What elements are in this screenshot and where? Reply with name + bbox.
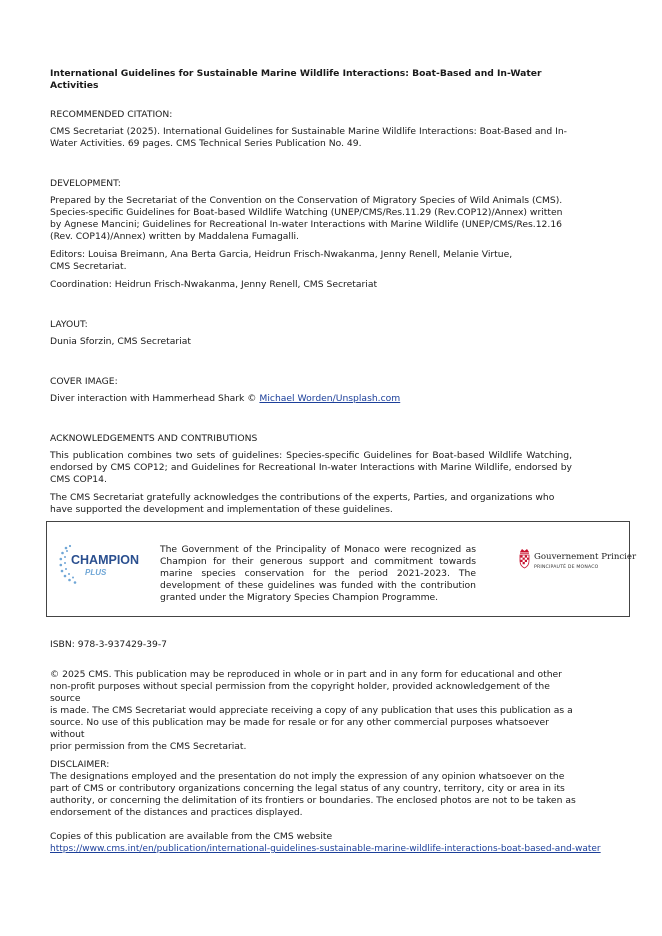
cover-image-text: [50, 393, 572, 405]
acknowledgements-para-1: This publication combines two sets of guidelines: Species-specific Guidelines for Boat-based Wildlife Watching, endorsed by CMS COP12; and Guidelines for Recreational In-water Interactions with Marine Wildlife, endorsed by CMS COP14.: [50, 450, 572, 485]
monaco-gov-sub: PRINCIPAUTÉ DE MONACO: [534, 565, 599, 570]
champion-logo-sub: PLUS: [85, 568, 107, 577]
disclaimer-line-4: endorsement of the distances and practices displayed.: [50, 807, 303, 818]
champion-text: The Government of the Principality of Monaco were recognized as Champion for their generous support and commitment towards marine species conservation for the period 2021-2023. The development of these guidelines was funded with the contribution granted under the Migratory Species Champion Programme.: [160, 544, 476, 603]
copyright-line-1: © 2025 CMS. This publication may be reproduced in whole or in part and in any form for educational and other: [50, 669, 562, 680]
development-prepared: Prepared by the Secretariat of the Convention on the Conservation of Migratory Species of Wild Animals (CMS). Species-specific Guidelines for Boat-based Wildlife Watching (UNEP/CMS/Res.11.29 (Rev.COP12)/Annex) written by Agnese Mancini; Guidelines for Recreational In-water Interactions with Marine Wildlife (UNEP/CMS/Res.12.16 (Rev. COP14)/Annex) written by Maddalena Fumagalli.: [50, 195, 563, 242]
copyright-notice: [50, 669, 580, 753]
copyright-line-5: prior permission from the CMS Secretariat.: [50, 741, 247, 752]
copies-text: Copies of this publication are available from the CMS website: [50, 831, 333, 842]
layout-text: Dunia Sforzin, CMS Secretariat: [50, 336, 191, 347]
copyright-line-4: source. No use of this publication may be made for resale or for any other commercial purposes whatsoever without: [50, 717, 549, 740]
monaco-crest-icon: [518, 547, 531, 569]
document-body: [50, 68, 572, 522]
citation-text: CMS Secretariat (2025). International Guidelines for Sustainable Marine Wildlife Interactions: Boat-Based and In-Water Activities. 69 pages. CMS Technical Series Publication No. 49.: [50, 126, 567, 149]
monaco-government-logo: [518, 547, 637, 573]
acknowledgements-label: ACKNOWLEDGEMENTS AND CONTRIBUTIONS: [50, 433, 258, 444]
development-label: DEVELOPMENT:: [50, 178, 121, 189]
development-coordination: Coordination: Heidrun Frisch-Nwakanma, Jenny Renell, CMS Secretariat: [50, 279, 378, 290]
cover-image-credit-link[interactable]: Michael Worden/Unsplash.com: [259, 393, 401, 404]
disclaimer-line-2: part of CMS or contributory organizations concerning the legal status of any country, territory, city or area in its: [50, 783, 565, 794]
cms-publication-link[interactable]: https://www.cms.int/en/publication/international-guidelines-sustainable-marine-wildlife-interactions-boat-based-and-water: [50, 844, 601, 854]
cover-image-prefix: Diver interaction with Hammerhead Shark ©: [50, 393, 260, 404]
acknowledgements-para-2: The CMS Secretariat gratefully acknowledges the contributions of the experts, Parties, and organizations who have supported the development and implementation of these guidelines.: [50, 492, 555, 515]
editors-line-2: CMS Secretariat.: [50, 261, 127, 272]
champion-plus-logo: [59, 544, 149, 588]
monaco-gov-name: Gouvernement Princier: [534, 552, 637, 562]
document-footer-section: [50, 639, 601, 855]
disclaimer-label: DISCLAIMER:: [50, 759, 110, 770]
disclaimer: [50, 759, 580, 819]
editors-line-1: Editors: Louisa Breimann, Ana Berta Garcia, Heidrun Frisch-Nwakanma, Jenny Renell, Melanie Virtue,: [50, 249, 513, 260]
copyright-line-2: non-profit purposes without special permission from the copyright holder, provided acknowledgement of the source: [50, 681, 550, 704]
cover-image-label: COVER IMAGE:: [50, 376, 118, 387]
champion-box: [46, 521, 637, 617]
copyright-line-3: is made. The CMS Secretariat would appreciate receiving a copy of any publication that uses this publication as a: [50, 705, 573, 716]
citation-label: RECOMMENDED CITATION:: [50, 109, 173, 120]
document-title: International Guidelines for Sustainable Marine Wildlife Interactions: Boat-Based and In-Water Activities: [50, 68, 542, 91]
isbn: ISBN: 978-3-937429-39-7: [50, 639, 167, 650]
disclaimer-line-3: authority, or concerning the delimitation of its frontiers or boundaries. The enclosed photos are not to be taken as: [50, 795, 576, 806]
champion-logo-text: CHAMPION: [71, 553, 140, 567]
layout-label: LAYOUT:: [50, 319, 88, 330]
disclaimer-line-1: The designations employed and the presentation do not imply the expression of any opinion whatsoever on the: [50, 771, 565, 782]
development-editors: [50, 249, 572, 273]
